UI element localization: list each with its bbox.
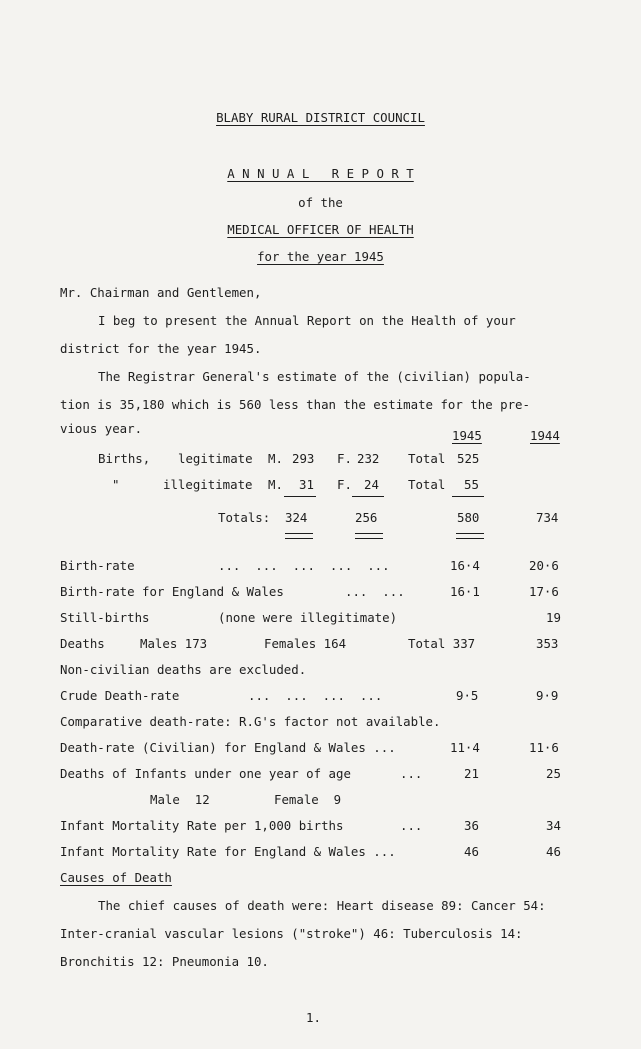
intro-para1-line1: I beg to present the Annual Report on the Health of your [98, 313, 516, 328]
births-illegit-m-label: M. [268, 477, 283, 492]
rule-m [284, 496, 316, 497]
births-legit-total: 525 [457, 451, 480, 466]
dbl-rule-total [456, 533, 484, 539]
deaths-1944: 353 [536, 636, 559, 651]
causes-line1: The chief causes of death were: Heart disease 89: Cancer 54: [98, 898, 546, 913]
crude-death-1945: 9·5 [456, 688, 479, 703]
deaths-males: Males 173 [140, 636, 208, 651]
imr-ew-1944: 46 [546, 844, 561, 859]
totals-1944: 734 [536, 510, 559, 525]
infant-deaths-1945: 21 [464, 766, 479, 781]
birth-rate-1944: 20·6 [529, 558, 559, 573]
births-legit-m-label: M. [268, 451, 283, 466]
year-line: for the year 1945 [257, 249, 384, 264]
crude-death-dots: ... ... ... ... [248, 688, 383, 703]
still-births-note: (none were illegitimate) [218, 610, 398, 625]
births-illegit-f: 24 [364, 477, 379, 492]
col-header-1944: 1944 [530, 428, 560, 443]
intro-para2-line2: tion is 35,180 which is 560 less than the estimate for the pre- [60, 397, 530, 412]
deaths-label: Deaths [60, 636, 105, 651]
births-legit-f: 232 [357, 451, 380, 466]
births-ditto-mark: " [112, 477, 120, 492]
non-civilian-note: Non-civilian deaths are excluded. [60, 662, 307, 677]
still-births-label: Still-births [60, 610, 150, 625]
dbl-rule-m [285, 533, 313, 539]
death-rate-ew-1945: 11·4 [450, 740, 480, 755]
intro-para2-line3: vious year. [60, 421, 143, 436]
causes-line2: Inter-cranial vascular lesions ("stroke") 46: Tuberculosis 14: [60, 926, 523, 941]
infant-deaths-1944: 25 [546, 766, 561, 781]
imr-1944: 34 [546, 818, 561, 833]
birth-rate-ew-1945: 16·1 [450, 584, 480, 599]
rule-total [452, 496, 484, 497]
imr-1945: 36 [464, 818, 479, 833]
report-title: A N N U A L R E P O R T [227, 166, 414, 181]
births-illegit-f-label: F. [337, 477, 352, 492]
council-title: BLABY RURAL DISTRICT COUNCIL [216, 110, 425, 125]
totals-m: 324 [285, 510, 308, 525]
births-legit-total-label: Total [408, 451, 446, 466]
births-legit-type: legitimate [178, 451, 253, 466]
death-rate-ew-1944: 11·6 [529, 740, 559, 755]
births-illegit-total-label: Total [408, 477, 446, 492]
deaths-females: Females 164 [264, 636, 347, 651]
births-illegit-m: 31 [299, 477, 314, 492]
totals-f: 256 [355, 510, 378, 525]
births-illegit-type: illegitimate [163, 477, 253, 492]
still-births-1944: 19 [546, 610, 561, 625]
crude-death-1944: 9·9 [536, 688, 559, 703]
birth-rate-label: Birth-rate [60, 558, 135, 573]
birth-rate-ew-1944: 17·6 [529, 584, 559, 599]
birth-rate-ew-label: Birth-rate for England & Wales [60, 584, 284, 599]
imr-ew-label: Infant Mortality Rate for England & Wales ... [60, 844, 396, 859]
births-label: Births, [98, 451, 151, 466]
deaths-total: Total 337 [408, 636, 476, 651]
imr-dots: ... [400, 818, 423, 833]
crude-death-label: Crude Death-rate [60, 688, 180, 703]
births-illegit-total: 55 [464, 477, 479, 492]
death-rate-ew-label: Death-rate (Civilian) for England & Wales ... [60, 740, 396, 755]
salutation: Mr. Chairman and Gentlemen, [60, 285, 262, 300]
causes-line3: Bronchitis 12: Pneumonia 10. [60, 954, 269, 969]
comparative-death-rate: Comparative death-rate: R.G's factor not available. [60, 714, 441, 729]
officer-title: MEDICAL OFFICER OF HEALTH [227, 222, 414, 237]
rule-f [352, 496, 384, 497]
infant-deaths-male: Male 12 [150, 792, 210, 807]
page-number: 1. [306, 1010, 321, 1025]
intro-para1-line2: district for the year 1945. [60, 341, 262, 356]
births-legit-f-label: F. [337, 451, 352, 466]
birth-rate-1945: 16·4 [450, 558, 480, 573]
infant-deaths-female: Female 9 [274, 792, 342, 807]
causes-heading: Causes of Death [60, 870, 172, 885]
col-header-1945: 1945 [452, 428, 482, 443]
of-the-line: of the [298, 195, 343, 210]
births-legit-m: 293 [292, 451, 315, 466]
imr-ew-1945: 46 [464, 844, 479, 859]
infant-deaths-dots: ... [400, 766, 423, 781]
intro-para2-line1: The Registrar General's estimate of the (civilian) popula- [98, 369, 531, 384]
totals-total: 580 [457, 510, 480, 525]
totals-label: Totals: [218, 510, 271, 525]
birth-rate-ew-dots: ... ... [345, 584, 405, 599]
birth-rate-dots: ... ... ... ... ... [218, 558, 390, 573]
imr-label: Infant Mortality Rate per 1,000 births [60, 818, 344, 833]
infant-deaths-label: Deaths of Infants under one year of age [60, 766, 351, 781]
dbl-rule-f [355, 533, 383, 539]
